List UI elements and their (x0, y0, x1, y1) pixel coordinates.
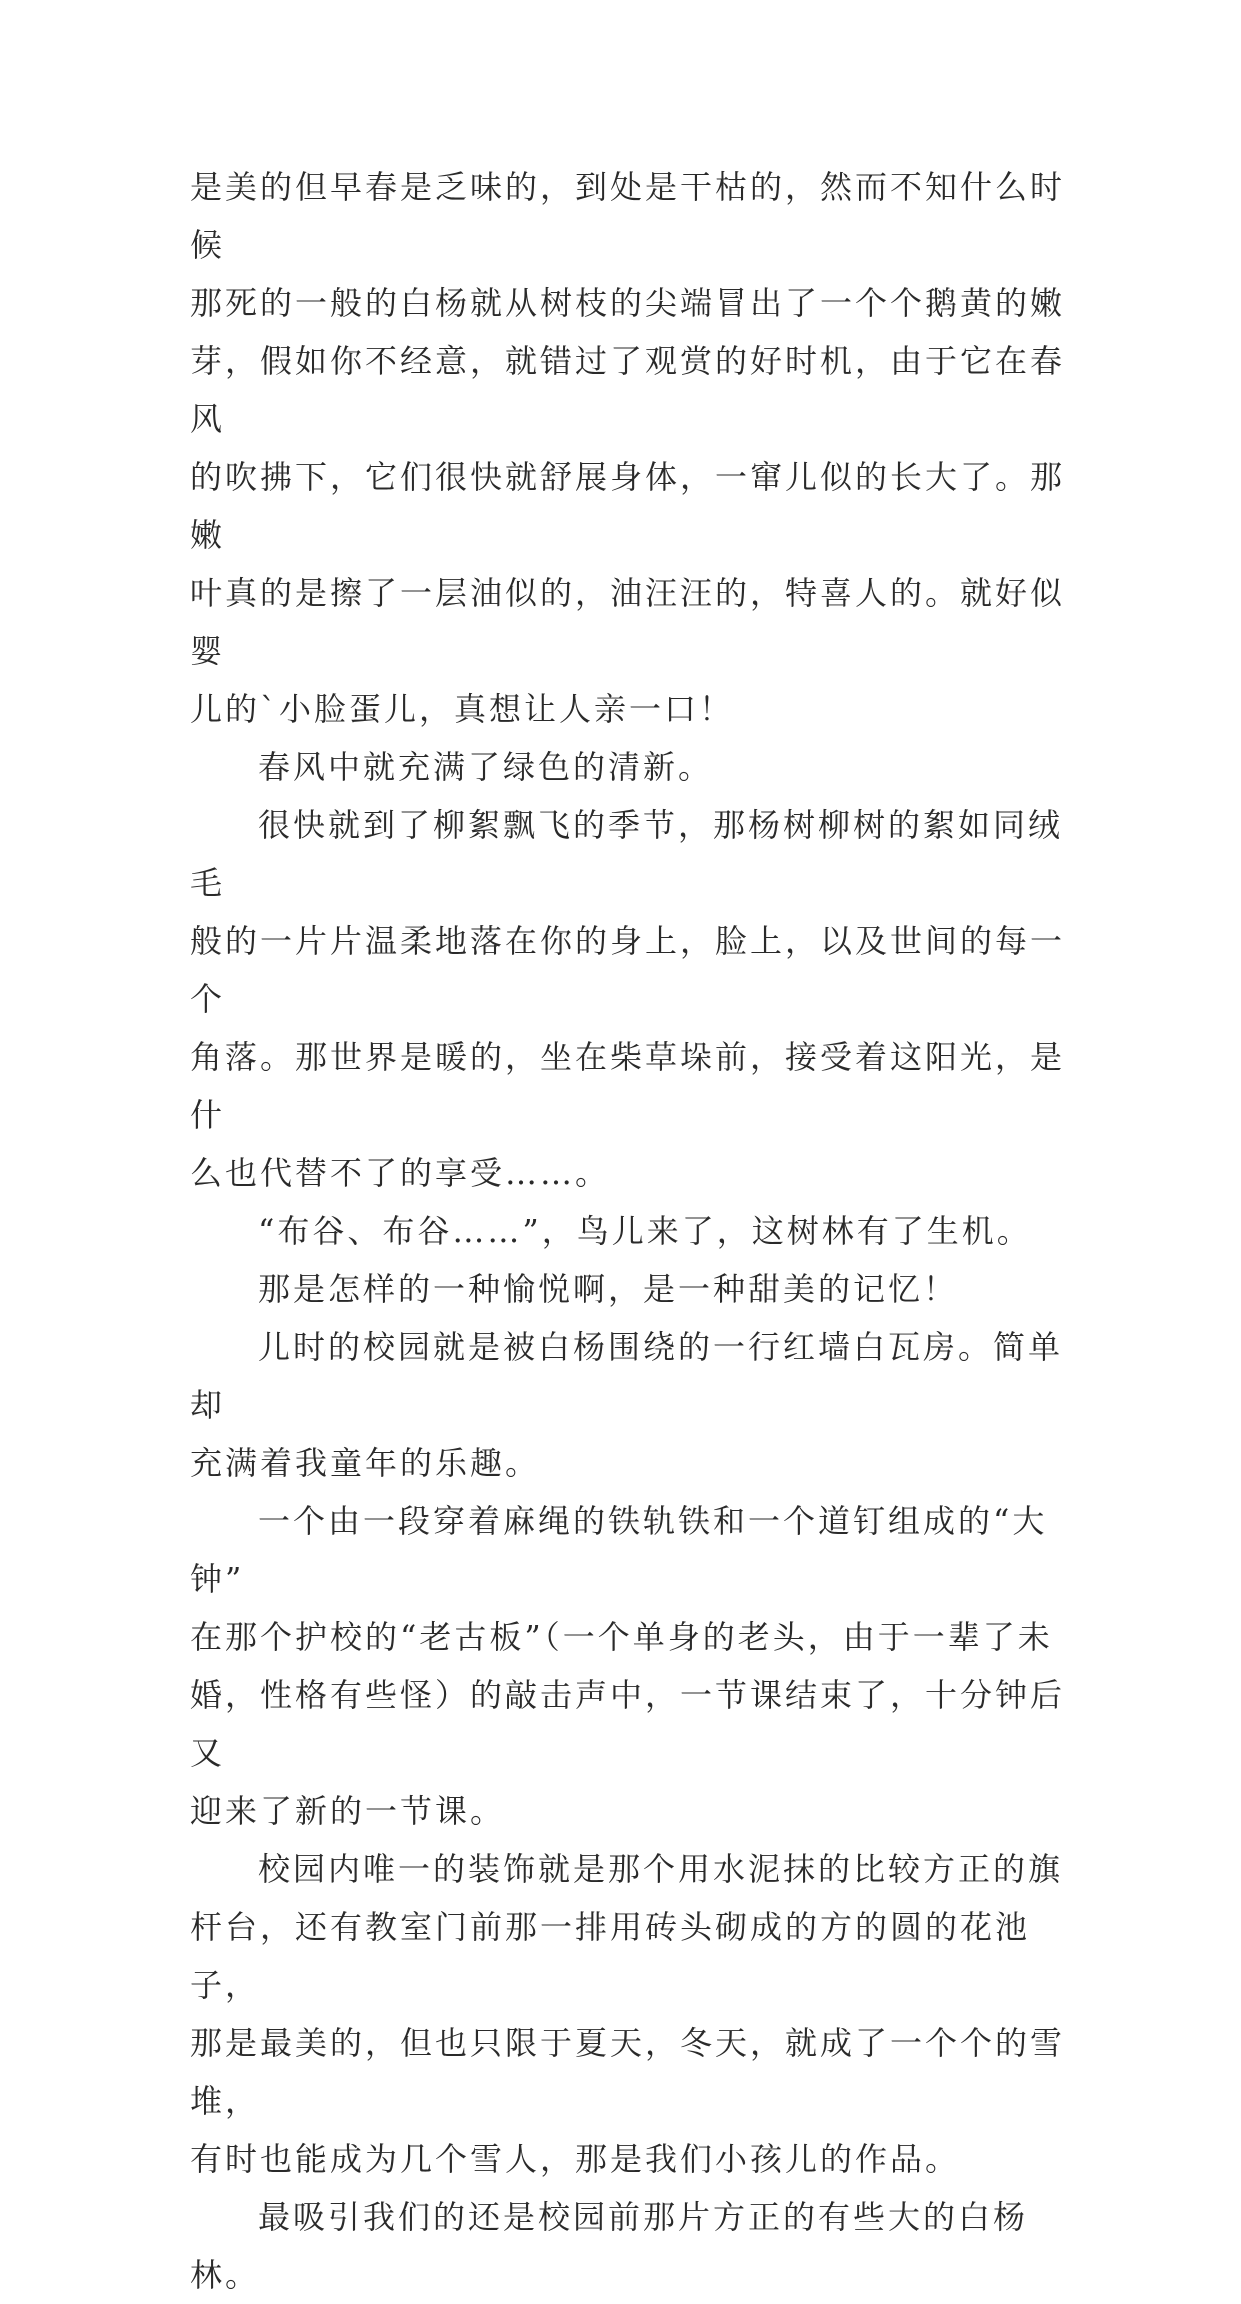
text-line: 角落。那世界是暖的，坐在柴草垛前，接受着这阳光，是什 (190, 1038, 1066, 1134)
text-line: 那是最美的，但也只限于夏天，冬天，就成了一个个的雪堆， (190, 2024, 1066, 2120)
text-line: 芽，假如你不经意，就错过了观赏的好时机，由于它在春风 (190, 342, 1066, 438)
text-line: 婚，性格有些怪）的敲击声中，一节课结束了，十分钟后又 (190, 1676, 1066, 1772)
text-line: 般的一片片温柔地落在你的身上，脸上，以及世间的每一个 (190, 922, 1066, 1018)
paragraph-6 (190, 1318, 1070, 1492)
paragraph-9 (190, 2188, 1070, 2304)
text-line: 那是怎样的一种愉悦啊，是一种甜美的记忆！ (258, 1270, 959, 1308)
text-line: 迎来了新的一节课。 (190, 1792, 506, 1830)
text-line: 很快就到了柳絮飘飞的季节，那杨树柳树的絮如同绒毛 (190, 806, 1064, 902)
text-line: 是美的但早春是乏味的，到处是干枯的，然而不知什么时候 (190, 168, 1066, 264)
paragraph-3 (190, 796, 1070, 1202)
text-line: “布谷、布谷……”，鸟儿来了，这树林有了生机。 (258, 1212, 1032, 1250)
paragraph-8 (190, 1840, 1070, 2188)
text-line: 在那个护校的“老古板”（一个单身的老头，由于一辈了未 (190, 1618, 1053, 1656)
text-line: 充满着我童年的乐趣。 (190, 1444, 541, 1482)
text-line: 杆台，还有教室门前那一排用砖头砌成的方的圆的花池子， (190, 1908, 1031, 2004)
paragraph-2 (190, 738, 1070, 796)
text-line: 那死的一般的白杨就从树枝的尖端冒出了一个个鹅黄的嫩 (190, 284, 1066, 322)
text-line: 么也代替不了的享受……。 (190, 1154, 611, 1192)
document-body (190, 158, 1070, 2304)
text-line: 最吸引我们的还是校园前那片方正的有些大的白杨林。 (190, 2198, 1029, 2294)
paragraph-5 (190, 1260, 1070, 1318)
text-line: 儿的`小脸蛋儿，真想让人亲一口！ (190, 690, 735, 728)
paragraph-7 (190, 1492, 1070, 1840)
text-line: 的吹拂下，它们很快就舒展身体，一窜儿似的长大了。那嫩 (190, 458, 1066, 554)
text-line: 校园内唯一的装饰就是那个用水泥抹的比较方正的旗 (258, 1850, 1064, 1888)
text-line: 一个由一段穿着麻绳的铁轨铁和一个道钉组成的“大钟” (190, 1502, 1048, 1598)
text-line: 叶真的是擦了一层油似的，油汪汪的，特喜人的。就好似婴 (190, 574, 1066, 670)
paragraph-4 (190, 1202, 1070, 1260)
text-line: 有时也能成为几个雪人，那是我们小孩儿的作品。 (190, 2140, 961, 2178)
text-line: 春风中就充满了绿色的清新。 (258, 748, 714, 786)
text-line: 儿时的校园就是被白杨围绕的一行红墙白瓦房。简单却 (190, 1328, 1064, 1424)
paragraph-1 (190, 158, 1070, 738)
